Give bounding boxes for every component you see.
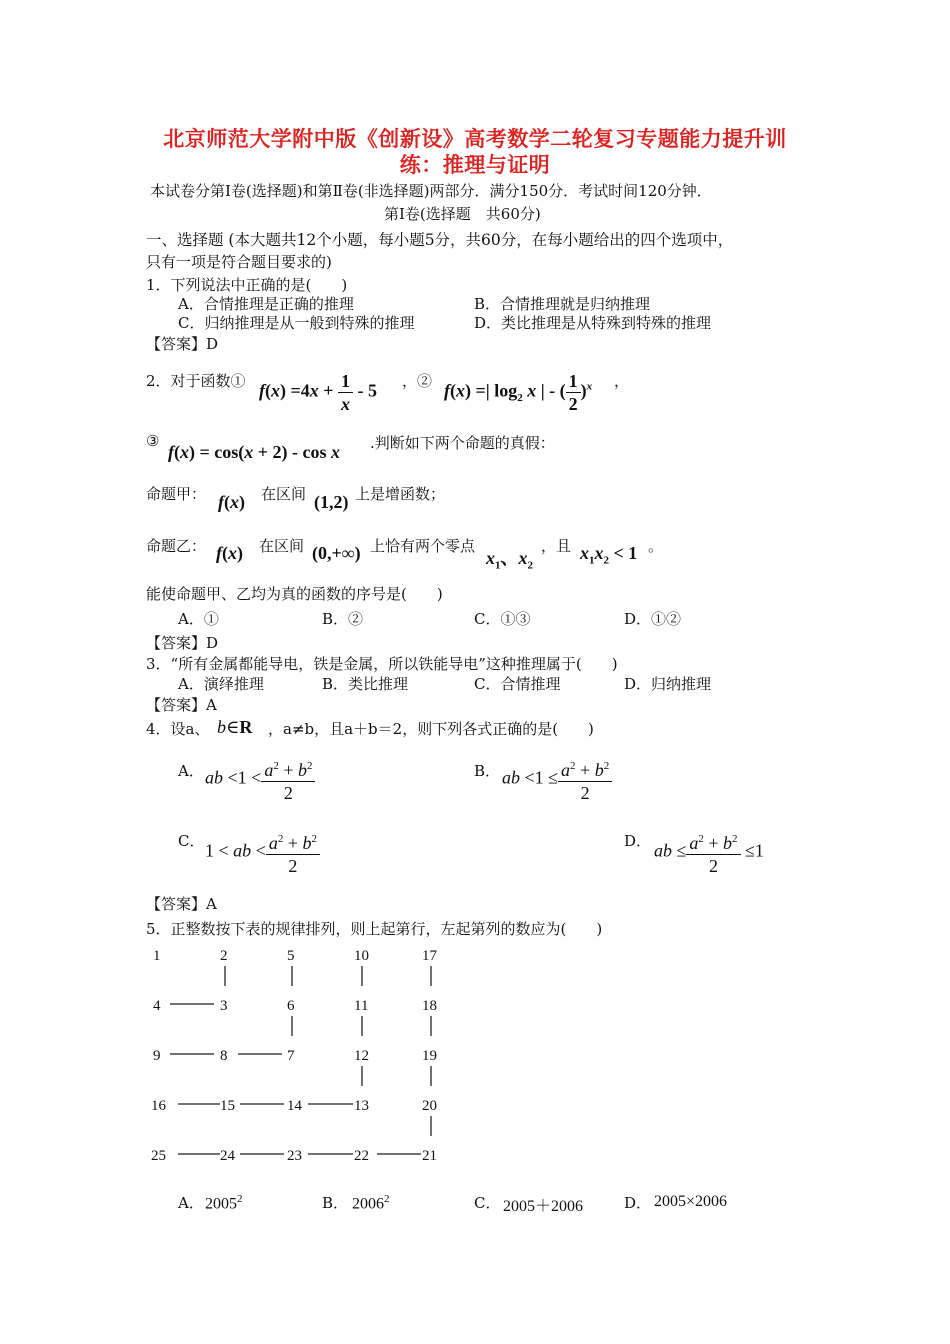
q4-b-in-R: b∈R — [217, 717, 253, 737]
q4-stem-mid: ，a≠b，且a＋b＝2，则下列各式正确的是( ) — [268, 720, 594, 738]
grid-cell: 13 — [354, 1098, 369, 1114]
grid-cell: 9 — [153, 1048, 161, 1064]
grid-row-2 — [153, 998, 437, 1014]
title-line-1: 北京师范大学附中版《创新设》高考数学二轮复习专题能力提升训 — [163, 126, 787, 151]
q5-option-a-label: A． — [178, 1194, 204, 1212]
q1-option-c: C．归纳推理是从一般到特殊的推理 — [178, 314, 415, 332]
q2-yi-end: 。 — [648, 537, 664, 555]
q4-option-a-formula: ab <1 < $\frac{a^2 + b^2}{2}$ — [205, 755, 315, 804]
grid-cell: 11 — [354, 998, 369, 1014]
q4-stem-prefix: 4．设a、 — [146, 720, 210, 738]
grid-cell: 7 — [287, 1048, 295, 1064]
grid-cell: 17 — [422, 948, 437, 964]
grid-cell: 1 — [153, 948, 161, 964]
q3-option-c: C．合情推理 — [474, 675, 561, 693]
grid-row-4 — [151, 1098, 437, 1114]
q2-yi-mid: 上恰有两个零点 — [370, 537, 476, 555]
grid-cell: 5 — [287, 948, 295, 964]
grid-row-5 — [151, 1148, 437, 1164]
q2-yi-interval: (0,+∞) — [312, 543, 361, 563]
grid-cell: 3 — [220, 998, 228, 1014]
grid-cell: 18 — [422, 998, 437, 1014]
q4-answer: 【答案】A — [146, 895, 217, 913]
q2-proposition-yi-label: 命题乙： — [146, 537, 207, 555]
q1-answer: 【答案】D — [146, 335, 219, 353]
q2-jia-interval: (1,2) — [314, 492, 349, 512]
q5-option-a-value: 2005$^2$ — [205, 1193, 243, 1213]
grid-row-3 — [153, 1048, 437, 1064]
q2-option-d: D．①② — [624, 610, 682, 628]
q4-option-c-formula: 1 < ab < $\frac{a^2 + b^2}{2}$ — [205, 828, 320, 877]
q4-option-b-formula: ab <1 ≤ $\frac{a^2 + b^2}{2}$ — [502, 755, 612, 804]
q2-proposition-jia-label: 命题甲： — [146, 485, 207, 503]
grid-cell: 19 — [422, 1048, 437, 1064]
q4-option-a-label: A． — [178, 762, 204, 780]
q5-option-b-value: 2006$^2$ — [352, 1193, 390, 1213]
grid-cell: 8 — [220, 1048, 228, 1064]
q2-yi-zeros: $x_1$、$x_2$ — [486, 548, 533, 572]
grid-cell: 6 — [287, 998, 295, 1014]
q3-option-a: A．演绎推理 — [178, 675, 264, 693]
section-heading-line-2: 只有一项是符合题目要求的) — [146, 253, 332, 271]
q2-stem-prefix: 2．对于函数① — [146, 372, 246, 390]
q2-circle-3: ③ — [146, 432, 160, 450]
q2-option-b: B．② — [322, 610, 364, 628]
q2-yi-and: ，且 — [541, 537, 572, 555]
grid-cell: 16 — [151, 1098, 166, 1114]
title-line-2: 练：推理与证明 — [399, 152, 551, 177]
intro-text: 本试卷分第Ⅰ卷(选择题)和第Ⅱ卷(非选择题)两部分．满分150分．考试时间120分钟． — [150, 182, 712, 200]
q2-answer: 【答案】D — [146, 634, 219, 652]
q3-answer: 【答案】A — [146, 696, 217, 714]
q2-sep-1: ，② — [402, 372, 433, 390]
grid-cell: 21 — [422, 1148, 437, 1164]
q3-option-b: B．类比推理 — [322, 675, 409, 693]
q5-option-d-value: 2005×2006 — [654, 1193, 728, 1210]
grid-row-1 — [153, 948, 438, 964]
grid-cell: 15 — [220, 1098, 235, 1114]
q4-option-d-formula: ab ≤ $\frac{a^2 + b^2}{2}$ ≤1 — [654, 828, 764, 877]
q2-function-3: f(x) = cos(x + 2) - cos x — [168, 442, 340, 462]
grid-cell: 12 — [354, 1048, 369, 1064]
q1-option-d: D．类比推理是从特殊到特殊的推理 — [474, 314, 712, 332]
q3-stem: 3．“所有金属都能导电，铁是金属，所以铁能导电”这种推理属于( ) — [146, 655, 618, 673]
q5-option-b-label: B． — [322, 1194, 349, 1212]
q5-stem: 5．正整数按下表的规律排列，则上起第行，左起第列的数应为( ) — [146, 920, 603, 938]
grid-cell: 14 — [287, 1098, 302, 1114]
q2-function-2: f(x) =| $\log_2 x$ | - ( $\frac{1}{2}$ )$^x$ — [444, 371, 593, 414]
grid-cell: 4 — [153, 998, 161, 1014]
part-heading: 第Ⅰ卷(选择题 共60分) — [384, 205, 541, 223]
q2-question: 能使命题甲、乙均为真的函数的序号是( ) — [146, 585, 443, 603]
q2-option-a: A．① — [178, 610, 219, 628]
grid-cell: 20 — [422, 1098, 437, 1114]
q2-jia-in-interval: 在区间 — [261, 485, 307, 503]
grid-cell: 2 — [220, 948, 228, 964]
q2-yi-fx: f(x) — [216, 543, 243, 563]
q2-option-c: C．①③ — [474, 610, 531, 628]
q4-option-c-label: C． — [178, 832, 205, 850]
grid-cell: 25 — [151, 1148, 166, 1164]
number-grid-figure — [140, 940, 470, 1170]
q1-stem: 1．下列说法中正确的是( ) — [146, 276, 348, 294]
q5-option-d-label: D． — [624, 1194, 652, 1212]
q5-option-c-value: 2005＋2006 — [503, 1198, 584, 1215]
grid-cell: 24 — [220, 1148, 235, 1164]
grid-cell: 22 — [354, 1148, 369, 1164]
q2-jia-fx: f(x) — [218, 492, 245, 512]
q2-jia-tail: 上是增函数； — [355, 485, 446, 503]
q3-option-d: D．归纳推理 — [624, 675, 712, 693]
grid-cell: 10 — [354, 948, 369, 964]
grid-cell: 23 — [287, 1148, 302, 1164]
q2-yi-product: $x_1x_2 < 1$ — [580, 543, 638, 567]
section-heading-line-1: 一、选择题 (本大题共12个小题，每小题5分，共60分，在每小题给出的四个选项中， — [146, 231, 734, 249]
q4-option-b-label: B． — [474, 762, 501, 780]
q1-option-a: A．合情推理是正确的推理 — [178, 295, 354, 313]
q2-judge-text: .判断如下两个命题的真假： — [370, 434, 555, 452]
q2-sep-2: ， — [614, 372, 630, 390]
q2-yi-in-interval: 在区间 — [259, 537, 305, 555]
q2-function-1: f(x) =4x + $\frac{1}{x}$ - 5 — [259, 371, 378, 414]
q5-option-c-label: C． — [474, 1194, 501, 1212]
q1-option-b: B．合情推理就是归纳推理 — [474, 295, 651, 313]
q4-option-d-label: D． — [624, 832, 652, 850]
